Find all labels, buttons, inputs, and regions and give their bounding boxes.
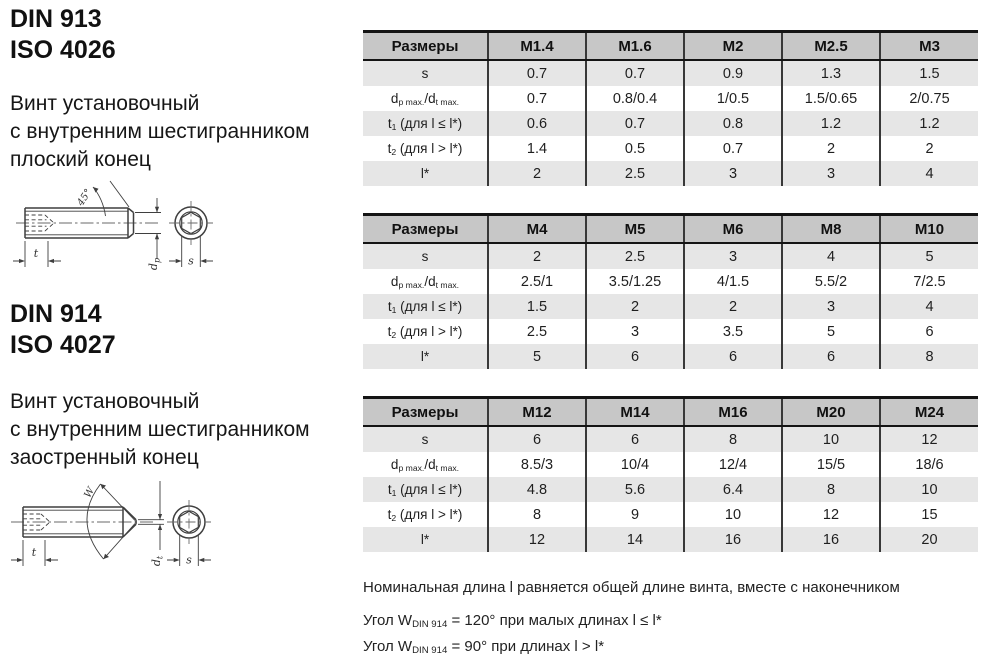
- table-row: [363, 426, 978, 452]
- row-label: t1 (для l ≤ l*): [387, 115, 463, 132]
- value-cell: 10/4: [586, 452, 684, 477]
- value-cell: 10: [782, 426, 880, 452]
- value-cell: 6.4: [684, 477, 782, 502]
- value-cell: 3.5/1.25: [586, 269, 684, 294]
- subscript: t max.: [435, 279, 460, 290]
- end-view-centerlines: [167, 500, 211, 544]
- header-cell-size: M16: [684, 398, 782, 427]
- description-line: Винт установочный: [10, 92, 200, 115]
- value-cell: 6: [488, 426, 586, 452]
- header-cell-size: M1.6: [586, 32, 684, 61]
- header-cell-size: M8: [782, 215, 880, 244]
- row-label: dp max./dt max.: [390, 456, 460, 473]
- subscript: DIN 914: [412, 645, 448, 656]
- description-line: плоский конец: [10, 148, 151, 171]
- header-cell-size: M14: [586, 398, 684, 427]
- across-flats-label: s: [186, 553, 192, 567]
- row-label: l*: [420, 166, 430, 181]
- header-cell-size: M12: [488, 398, 586, 427]
- row-label: s: [421, 249, 429, 264]
- value-cell: 5.5/2: [782, 269, 880, 294]
- value-cell: 6: [684, 344, 782, 369]
- value-cell: 15/5: [782, 452, 880, 477]
- header-cell-sizes: Размеры: [363, 398, 488, 427]
- value-cell: 20: [880, 527, 978, 552]
- dimensions-table-m12-to-m24: [363, 396, 978, 552]
- header-cell-size: M3: [880, 32, 978, 61]
- value-cell: 0.7: [488, 86, 586, 111]
- row-label: s: [421, 432, 429, 447]
- value-cell: 6: [586, 426, 684, 452]
- value-cell: 1.3: [782, 60, 880, 86]
- table-row: [363, 111, 978, 136]
- subscript: 2: [391, 146, 397, 157]
- value-cell: 2: [488, 161, 586, 186]
- subscript: 1: [391, 304, 397, 315]
- value-cell: 5: [488, 344, 586, 369]
- value-cell: 15: [880, 502, 978, 527]
- header-cell-size: M2.5: [782, 32, 880, 61]
- standard-heading-din914: [10, 299, 116, 361]
- header-cell-size: M10: [880, 215, 978, 244]
- value-cell: 2: [880, 136, 978, 161]
- value-cell: 1.5/0.65: [782, 86, 880, 111]
- value-cell: 4: [880, 294, 978, 319]
- value-cell: 4.8: [488, 477, 586, 502]
- table-header-row: [363, 215, 978, 244]
- row-label: t1 (для l ≤ l*): [387, 298, 463, 315]
- subscript: p max.: [398, 279, 425, 290]
- value-cell: 2: [782, 136, 880, 161]
- subscript: 1: [391, 121, 397, 132]
- value-cell: 3: [586, 319, 684, 344]
- value-cell: 0.8/0.4: [586, 86, 684, 111]
- chamfer-angle-label: 45°: [75, 187, 95, 209]
- table-header-row: [363, 32, 978, 61]
- row-label: t2 (для l > l*): [387, 506, 463, 523]
- point-diameter-label: $d_p$: [147, 257, 162, 271]
- value-cell: 1.2: [880, 111, 978, 136]
- socket-depth-label: t: [33, 247, 39, 260]
- end-view-centerlines: [169, 201, 213, 245]
- value-cell: 3: [684, 161, 782, 186]
- value-cell: 5: [782, 319, 880, 344]
- subscript: 2: [391, 329, 397, 340]
- description-din914: [10, 388, 310, 472]
- value-cell: 1.5: [880, 60, 978, 86]
- value-cell: 10: [880, 477, 978, 502]
- value-cell: 1.5: [488, 294, 586, 319]
- subscript: t max.: [435, 96, 460, 107]
- value-cell: 12/4: [684, 452, 782, 477]
- header-cell-sizes: Размеры: [363, 32, 488, 61]
- table-row: [363, 502, 978, 527]
- value-cell: 9: [586, 502, 684, 527]
- value-cell: 6: [880, 319, 978, 344]
- socket-depth-label: t: [31, 546, 37, 559]
- value-cell: 0.7: [586, 60, 684, 86]
- header-cell-size: M20: [782, 398, 880, 427]
- value-cell: 3: [782, 294, 880, 319]
- value-cell: 5: [880, 243, 978, 269]
- row-label: t2 (для l > l*): [387, 323, 463, 340]
- left-info-panel: [0, 0, 360, 628]
- value-cell: 8: [684, 426, 782, 452]
- value-cell: 16: [782, 527, 880, 552]
- value-cell: 12: [488, 527, 586, 552]
- footnotes: [363, 579, 978, 656]
- value-cell: 1/0.5: [684, 86, 782, 111]
- chamfer-angle-arc: [93, 187, 106, 216]
- header-cell-size: M1.4: [488, 32, 586, 61]
- row-label: l*: [420, 532, 430, 547]
- value-cell: 0.7: [684, 136, 782, 161]
- value-cell: 3.5: [684, 319, 782, 344]
- header-cell-size: M5: [586, 215, 684, 244]
- table-row: [363, 86, 978, 111]
- table-row: [363, 344, 978, 369]
- header-cell-size: M24: [880, 398, 978, 427]
- value-cell: 12: [880, 426, 978, 452]
- value-cell: 18/6: [880, 452, 978, 477]
- value-cell: 16: [684, 527, 782, 552]
- value-cell: 8: [782, 477, 880, 502]
- value-cell: 2: [488, 243, 586, 269]
- value-cell: 2.5/1: [488, 269, 586, 294]
- value-cell: 12: [782, 502, 880, 527]
- description-line: с внутренним шестигранником: [10, 120, 310, 143]
- standard-din: DIN 913: [10, 5, 102, 33]
- subscript: t max.: [435, 462, 460, 473]
- table-row: [363, 477, 978, 502]
- value-cell: 8: [488, 502, 586, 527]
- value-cell: 8.5/3: [488, 452, 586, 477]
- dimension-tables-panel: [363, 30, 978, 656]
- header-cell-size: M4: [488, 215, 586, 244]
- row-label: t1 (для l ≤ l*): [387, 481, 463, 498]
- value-cell: 8: [880, 344, 978, 369]
- row-label: t2 (для l > l*): [387, 140, 463, 157]
- value-cell: 2.5: [586, 243, 684, 269]
- row-label: l*: [420, 349, 430, 364]
- standard-din: DIN 914: [10, 300, 102, 328]
- value-cell: 0.6: [488, 111, 586, 136]
- description-line: заостренный конец: [10, 446, 199, 469]
- standard-iso: ISO 4027: [10, 331, 116, 359]
- subscript: 1: [391, 487, 397, 498]
- value-cell: 0.7: [488, 60, 586, 86]
- tip-diameter-label: $d_t$: [150, 555, 165, 567]
- din913-flat-point-drawing: [8, 175, 233, 290]
- header-cell-sizes: Размеры: [363, 215, 488, 244]
- angle-note-90: Угол WDIN 914 = 90° при длинах l > l*: [363, 638, 605, 656]
- value-cell: 5.6: [586, 477, 684, 502]
- table-row: [363, 243, 978, 269]
- value-cell: 3: [684, 243, 782, 269]
- din914-cone-point-drawing: [5, 468, 230, 588]
- standard-heading-din913: [10, 4, 116, 66]
- table-row: [363, 161, 978, 186]
- row-label: s: [421, 66, 429, 81]
- value-cell: 1.4: [488, 136, 586, 161]
- value-cell: 2/0.75: [880, 86, 978, 111]
- value-cell: 1.2: [782, 111, 880, 136]
- angle-note-120: Угол WDIN 914 = 120° при малых длинах l ≤ l*: [363, 612, 662, 631]
- table-row: [363, 60, 978, 86]
- header-cell-size: M6: [684, 215, 782, 244]
- dimensions-table-m1-4-to-m3: [363, 30, 978, 186]
- value-cell: 6: [586, 344, 684, 369]
- value-cell: 2.5: [488, 319, 586, 344]
- value-cell: 0.7: [586, 111, 684, 136]
- header-cell-size: M2: [684, 32, 782, 61]
- value-cell: 2: [586, 294, 684, 319]
- value-cell: 14: [586, 527, 684, 552]
- subscript: p max.: [398, 96, 425, 107]
- value-cell: 2: [684, 294, 782, 319]
- value-cell: 7/2.5: [880, 269, 978, 294]
- description-line: с внутренним шестигранником: [10, 418, 310, 441]
- table-row: [363, 452, 978, 477]
- value-cell: 0.9: [684, 60, 782, 86]
- dimensions-table-m4-to-m10: [363, 213, 978, 369]
- table-row: [363, 319, 978, 344]
- chamfer-leader-line: [110, 181, 129, 207]
- row-label: dp max./dt max.: [390, 90, 460, 107]
- cone-angle-flank-lines: [101, 484, 136, 559]
- value-cell: 2.5: [586, 161, 684, 186]
- table-row: [363, 294, 978, 319]
- table-header-row: [363, 398, 978, 427]
- description-line: Винт установочный: [10, 390, 200, 413]
- table-row: [363, 527, 978, 552]
- subscript: 2: [391, 512, 397, 523]
- value-cell: 0.5: [586, 136, 684, 161]
- standard-iso: ISO 4026: [10, 36, 116, 64]
- nominal-length-note: Номинальная длина l равняется общей длине винта, вместе с наконечником: [363, 579, 900, 596]
- value-cell: 4/1.5: [684, 269, 782, 294]
- value-cell: 10: [684, 502, 782, 527]
- value-cell: 4: [782, 243, 880, 269]
- subscript: DIN 914: [412, 619, 448, 631]
- value-cell: 3: [782, 161, 880, 186]
- table-row: [363, 136, 978, 161]
- value-cell: 6: [782, 344, 880, 369]
- table-row: [363, 269, 978, 294]
- cone-angle-label: W: [82, 485, 98, 500]
- row-label: dp max./dt max.: [390, 273, 460, 290]
- value-cell: 0.8: [684, 111, 782, 136]
- description-din913: [10, 90, 310, 174]
- subscript: p max.: [398, 462, 425, 473]
- value-cell: 4: [880, 161, 978, 186]
- across-flats-label: s: [188, 254, 194, 268]
